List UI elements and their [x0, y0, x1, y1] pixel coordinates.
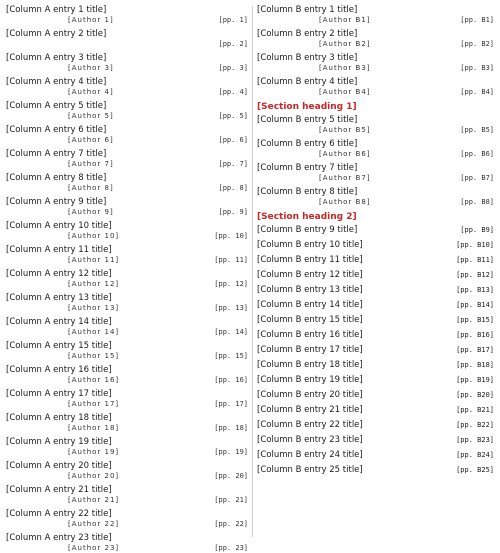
- toc-entry: [257, 255, 494, 266]
- toc-entry-row: [257, 330, 494, 341]
- entry-pages: [pp. B25]: [456, 466, 494, 474]
- toc-entry-row: [257, 315, 494, 326]
- entry-title: [Column B entry 7 title]: [257, 163, 358, 173]
- toc-right-top-list: [257, 5, 494, 97]
- entry-title: [Column B entry 24 title]: [257, 450, 363, 460]
- toc-entry: [6, 317, 248, 337]
- entry-author: [Author 17]: [68, 400, 120, 408]
- toc-entry: [257, 300, 494, 311]
- entry-meta: [6, 280, 248, 289]
- entry-author: [Author 11]: [68, 256, 120, 264]
- entry-title: [Column B entry 16 title]: [257, 330, 363, 340]
- toc-entry: [257, 53, 494, 73]
- entry-author: [Author B2]: [319, 40, 371, 48]
- entry-title: [Column B entry 10 title]: [257, 240, 363, 250]
- entry-title: [Column A entry 10 title]: [6, 221, 112, 231]
- entry-pages: [pp. 22]: [214, 520, 248, 528]
- entry-author: [Author B8]: [319, 198, 371, 206]
- entry-title: [Column B entry 14 title]: [257, 300, 363, 310]
- entry-meta: [6, 160, 248, 169]
- entry-author: [Author 21]: [68, 496, 120, 504]
- entry-meta: [257, 150, 494, 159]
- toc-entry: [257, 420, 494, 431]
- entry-author: [Author 7]: [68, 160, 114, 168]
- entry-title: [Column A entry 20 title]: [6, 461, 112, 471]
- entry-pages: [pp. 16]: [214, 376, 248, 384]
- toc-entry: [6, 53, 248, 73]
- entry-title: [Column A entry 22 title]: [6, 509, 112, 519]
- entry-title: [Column A entry 3 title]: [6, 53, 107, 63]
- entry-pages: [pp. 19]: [214, 448, 248, 456]
- entry-pages: [pp. 15]: [214, 352, 248, 360]
- toc-entry: [257, 187, 494, 207]
- entry-author: [6, 40, 68, 49]
- toc-entry: [6, 485, 248, 505]
- entry-pages: [pp. 23]: [214, 544, 248, 552]
- entry-pages: [pp. 9]: [218, 208, 248, 216]
- entry-pages: [pp. B4]: [460, 88, 494, 96]
- entry-author: [Author B6]: [319, 150, 371, 158]
- column-divider: [252, 6, 253, 537]
- toc-entry: [257, 139, 494, 159]
- entry-pages: [pp. 14]: [214, 328, 248, 336]
- entry-author: [Author 12]: [68, 280, 120, 288]
- entry-pages: [pp. B5]: [460, 126, 494, 134]
- entry-pages: [pp. 18]: [214, 424, 248, 432]
- entry-title: [Column A entry 6 title]: [6, 125, 107, 135]
- toc-entry: [6, 197, 248, 217]
- toc-right-bottom-list: [257, 225, 494, 476]
- entry-title: [Column B entry 15 title]: [257, 315, 363, 325]
- entry-title: [Column B entry 17 title]: [257, 345, 363, 355]
- entry-meta: [6, 544, 248, 553]
- entry-title: [Column B entry 13 title]: [257, 285, 363, 295]
- entry-meta: [6, 40, 248, 49]
- entry-meta: [6, 400, 248, 409]
- entry-title: [Column B entry 8 title]: [257, 187, 358, 197]
- toc-entry: [6, 101, 248, 121]
- entry-pages: [pp. 12]: [214, 280, 248, 288]
- toc-entry: [6, 125, 248, 145]
- toc-entry-row: [257, 435, 494, 446]
- entry-author: [Author B5]: [319, 126, 371, 134]
- entry-title: [Column A entry 12 title]: [6, 269, 112, 279]
- toc-entry: [257, 5, 494, 25]
- toc-entry: [257, 405, 494, 416]
- entry-meta: [6, 520, 248, 529]
- toc-left-column: [6, 5, 248, 552]
- entry-pages: [pp. B9]: [460, 226, 494, 234]
- entry-pages: [pp. B2]: [460, 40, 494, 48]
- entry-title: [Column B entry 1 title]: [257, 5, 358, 15]
- entry-pages: [pp. B14]: [456, 301, 494, 309]
- entry-pages: [pp. B19]: [456, 376, 494, 384]
- entry-pages: [pp. B18]: [456, 361, 494, 369]
- entry-title: [Column B entry 3 title]: [257, 53, 358, 63]
- entry-author: [Author 1]: [68, 16, 114, 24]
- toc-entry: [6, 365, 248, 385]
- entry-pages: [pp. B17]: [456, 346, 494, 354]
- entry-title: [Column B entry 20 title]: [257, 390, 363, 400]
- entry-meta: [6, 376, 248, 385]
- entry-title: [Column A entry 17 title]: [6, 389, 112, 399]
- entry-pages: [pp. 4]: [218, 88, 248, 96]
- toc-entry-row: [257, 285, 494, 296]
- entry-meta: [6, 184, 248, 193]
- entry-pages: [pp. B1]: [460, 16, 494, 24]
- toc-entry: [6, 221, 248, 241]
- toc-entry: [257, 465, 494, 476]
- entry-meta: [257, 88, 494, 97]
- toc-entry-row: [257, 300, 494, 311]
- entry-pages: [pp. 2]: [218, 40, 248, 48]
- entry-title: [Column A entry 7 title]: [6, 149, 107, 159]
- toc-entry: [6, 245, 248, 265]
- entry-pages: [pp. B23]: [456, 436, 494, 444]
- toc-entry: [257, 115, 494, 135]
- toc-entry: [257, 163, 494, 183]
- toc-entry-row: [257, 240, 494, 251]
- entry-pages: [pp. B3]: [460, 64, 494, 72]
- entry-meta: [6, 472, 248, 481]
- entry-pages: [pp. 1]: [218, 16, 248, 24]
- toc-entry: [257, 435, 494, 446]
- entry-pages: [pp. B8]: [460, 198, 494, 206]
- entry-title: [Column A entry 15 title]: [6, 341, 112, 351]
- entry-title: [Column B entry 18 title]: [257, 360, 363, 370]
- entry-pages: [pp. B15]: [456, 316, 494, 324]
- entry-pages: [pp. 13]: [214, 304, 248, 312]
- entry-author: [Author 22]: [68, 520, 120, 528]
- toc-entry: [6, 149, 248, 169]
- toc-entry-row: [257, 420, 494, 431]
- entry-title: [Column B entry 4 title]: [257, 77, 358, 87]
- entry-pages: [pp. B24]: [456, 451, 494, 459]
- entry-pages: [pp. 20]: [214, 472, 248, 480]
- entry-title: [Column A entry 14 title]: [6, 317, 112, 327]
- entry-author: [Author 16]: [68, 376, 120, 384]
- entry-meta: [6, 352, 248, 361]
- entry-author: [Author 19]: [68, 448, 120, 456]
- entry-title: [Column A entry 13 title]: [6, 293, 112, 303]
- toc-entry: [6, 269, 248, 289]
- entry-title: [Column A entry 23 title]: [6, 533, 112, 543]
- entry-author: [Author 20]: [68, 472, 120, 480]
- section-heading-1: [Section heading 1]: [257, 102, 357, 112]
- entry-title: [Column B entry 12 title]: [257, 270, 363, 280]
- entry-meta: [257, 126, 494, 135]
- entry-title: [Column B entry 22 title]: [257, 420, 363, 430]
- entry-title: [Column A entry 4 title]: [6, 77, 107, 87]
- entry-meta: [6, 448, 248, 457]
- toc-entry-row: [257, 450, 494, 461]
- toc-entry: [257, 330, 494, 341]
- entry-title: [Column A entry 11 title]: [6, 245, 112, 255]
- toc-entry: [6, 461, 248, 481]
- section-heading-2: [Section heading 2]: [257, 212, 357, 222]
- entry-title: [Column B entry 11 title]: [257, 255, 363, 265]
- toc-entry: [6, 437, 248, 457]
- entry-author: [Author 23]: [68, 544, 120, 552]
- toc-entry: [6, 5, 248, 25]
- entry-pages: [pp. B21]: [456, 406, 494, 414]
- toc-entry: [257, 240, 494, 251]
- toc-entry: [257, 390, 494, 401]
- toc-entry-row: [257, 360, 494, 371]
- toc-entry-row: [257, 465, 494, 476]
- entry-pages: [pp. B13]: [456, 286, 494, 294]
- entry-author: [Author 3]: [68, 64, 114, 72]
- entry-meta: [6, 88, 248, 97]
- entry-title: [Column B entry 23 title]: [257, 435, 363, 445]
- entry-pages: [pp. 21]: [214, 496, 248, 504]
- entry-pages: [pp. B20]: [456, 391, 494, 399]
- entry-meta: [6, 64, 248, 73]
- toc-entry-row: [257, 255, 494, 266]
- entry-author: [Author 13]: [68, 304, 120, 312]
- entry-meta: [6, 304, 248, 313]
- entry-pages: [pp. B11]: [456, 256, 494, 264]
- entry-meta: [6, 136, 248, 145]
- toc-entry: [257, 375, 494, 386]
- entry-pages: [pp. B22]: [456, 421, 494, 429]
- entry-meta: [6, 232, 248, 241]
- entry-author: [Author B1]: [319, 16, 371, 24]
- entry-pages: [pp. 6]: [218, 136, 248, 144]
- entry-author: [Author 5]: [68, 112, 114, 120]
- entry-title: [Column A entry 18 title]: [6, 413, 112, 423]
- entry-author: [Author B7]: [319, 174, 371, 182]
- entry-pages: [pp. 8]: [218, 184, 248, 192]
- toc-entry-row: [257, 225, 494, 236]
- entry-pages: [pp. B12]: [456, 271, 494, 279]
- entry-author: [Author 8]: [68, 184, 114, 192]
- toc-entry: [6, 77, 248, 97]
- entry-title: [Column B entry 19 title]: [257, 375, 363, 385]
- entry-meta: [6, 16, 248, 25]
- toc-entry: [257, 360, 494, 371]
- entry-pages: [pp. B16]: [456, 331, 494, 339]
- toc-entry-row: [257, 345, 494, 356]
- toc-entry-row: [257, 390, 494, 401]
- toc-entry-row: [257, 405, 494, 416]
- entry-title: [Column A entry 21 title]: [6, 485, 112, 495]
- entry-title: [Column A entry 1 title]: [6, 5, 107, 15]
- entry-pages: [pp. 7]: [218, 160, 248, 168]
- entry-title: [Column A entry 2 title]: [6, 29, 107, 39]
- entry-pages: [pp. B10]: [456, 241, 494, 249]
- entry-author: [Author 18]: [68, 424, 120, 432]
- toc-entry-row: [257, 375, 494, 386]
- entry-title: [Column A entry 5 title]: [6, 101, 107, 111]
- entry-pages: [pp. 3]: [218, 64, 248, 72]
- entry-pages: [pp. B6]: [460, 150, 494, 158]
- entry-meta: [257, 40, 494, 49]
- entry-author: [Author B3]: [319, 64, 371, 72]
- entry-meta: [257, 64, 494, 73]
- entry-title: [Column B entry 9 title]: [257, 225, 358, 235]
- entry-meta: [257, 16, 494, 25]
- entry-author: [Author B4]: [319, 88, 371, 96]
- entry-meta: [6, 208, 248, 217]
- entry-pages: [pp. B7]: [460, 174, 494, 182]
- entry-meta: [6, 256, 248, 265]
- toc-right-mid-list: [257, 115, 494, 207]
- entry-title: [Column A entry 16 title]: [6, 365, 112, 375]
- entry-title: [Column B entry 5 title]: [257, 115, 358, 125]
- toc-entry: [257, 315, 494, 326]
- entry-title: [Column B entry 25 title]: [257, 465, 363, 475]
- entry-author: [Author 9]: [68, 208, 114, 216]
- entry-title: [Column A entry 8 title]: [6, 173, 107, 183]
- entry-meta: [6, 424, 248, 433]
- entry-pages: [pp. 11]: [214, 256, 248, 264]
- entry-title: [Column B entry 2 title]: [257, 29, 358, 39]
- entry-meta: [257, 174, 494, 183]
- entry-title: [Column B entry 21 title]: [257, 405, 363, 415]
- entry-author: [Author 14]: [68, 328, 120, 336]
- entry-author: [Author 15]: [68, 352, 120, 360]
- entry-pages: [pp. 17]: [214, 400, 248, 408]
- toc-entry: [257, 345, 494, 356]
- entry-meta: [257, 198, 494, 207]
- toc-entry: [6, 173, 248, 193]
- entry-title: [Column A entry 19 title]: [6, 437, 112, 447]
- entry-meta: [6, 328, 248, 337]
- entry-pages: [pp. 5]: [218, 112, 248, 120]
- entry-author: [Author 6]: [68, 136, 114, 144]
- entry-meta: [6, 496, 248, 505]
- entry-title: [Column B entry 6 title]: [257, 139, 358, 149]
- toc-entry: [6, 293, 248, 313]
- toc-entry: [257, 29, 494, 49]
- entry-author: [Author 10]: [68, 232, 120, 240]
- toc-entry: [6, 341, 248, 361]
- entry-meta: [6, 112, 248, 121]
- toc-entry: [6, 29, 248, 49]
- entry-title: [Column A entry 9 title]: [6, 197, 107, 207]
- toc-entry: [257, 270, 494, 281]
- toc-right-column: [257, 5, 494, 538]
- entry-pages: [pp. 10]: [214, 232, 248, 240]
- toc-entry: [6, 509, 248, 529]
- toc-entry: [257, 77, 494, 97]
- toc-entry: [6, 533, 248, 553]
- toc-entry: [257, 225, 494, 236]
- entry-author: [Author 4]: [68, 88, 114, 96]
- toc-entry: [257, 450, 494, 461]
- toc-entry-row: [257, 270, 494, 281]
- toc-entry: [6, 413, 248, 433]
- toc-entry: [257, 285, 494, 296]
- toc-entry: [6, 389, 248, 409]
